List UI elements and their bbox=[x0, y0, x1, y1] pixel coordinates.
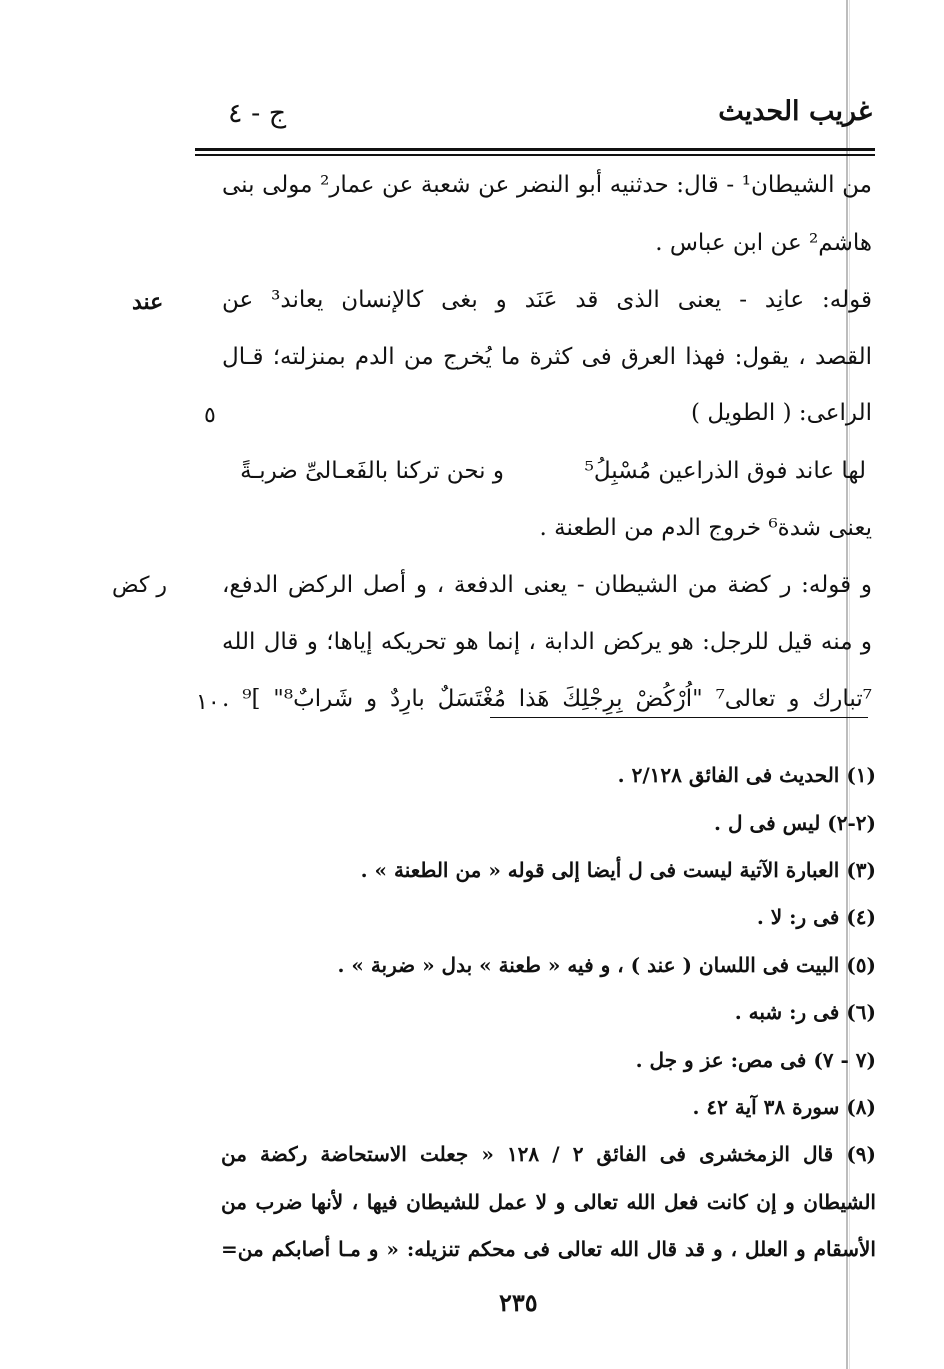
margin-line-number-5: ٥ bbox=[204, 403, 216, 428]
footnote-5: (٥) البيت فى اللسان ( عند ) ، و فيه « طعنة » بدل « ضربة » . bbox=[337, 953, 876, 977]
footnote-9-line-1: (٩) قال الزمخشرى فى الفائق ٢ / ١٢٨ « جعلت الاستحاضة ركضة من bbox=[221, 1142, 876, 1166]
running-header-title: غريب الحديث bbox=[718, 96, 872, 127]
running-header-volume: ج - ٤ bbox=[228, 98, 287, 129]
body-line-8: و منه قيل للرجل: هو يركض الدابة ، إنما هو تحريكه إياها؛ و قال الله bbox=[222, 629, 872, 655]
body-line-4: القصد ، يقول: فهذا العرق فى كثرة ما يُخرج من الدم بمنزلته؛ قـال bbox=[222, 344, 872, 370]
header-rule-thin bbox=[195, 154, 875, 156]
footnote-separator bbox=[490, 717, 868, 718]
page-number: ٢٣٥ bbox=[499, 1288, 538, 1317]
footnote-3: (٣) العبارة الآتية ليست فى ل أيضا إلى قوله « من الطعنة » . bbox=[360, 858, 876, 882]
footnote-7: (٧ - ٧) فى مص: عز و جل . bbox=[635, 1048, 876, 1072]
verse-hemistich-right: و نحن تركنا بالفَعـالىِّ ضربـةً bbox=[240, 458, 504, 484]
margin-line-number-10: ١٠ bbox=[196, 690, 220, 715]
margin-keyword-anad: عند bbox=[132, 289, 164, 315]
footnote-2: (٢-٢) ليس فى ل . bbox=[714, 811, 876, 835]
header-rule-thick bbox=[195, 148, 875, 151]
body-line-5: الراعى: ( الطويل ) bbox=[691, 400, 872, 426]
footnote-6: (٦) فى ر: شبه . bbox=[734, 1000, 876, 1024]
verse-hemistich-left: لها عاند فوق الذراعين مُسْبِلُ⁵ bbox=[584, 458, 866, 484]
body-line-3: قوله: عانِد - يعنى الذى قد عَنَد و بغى كالإنسان يعاند³ عن bbox=[222, 287, 872, 313]
body-line-9: ⁷تبارك و تعالى⁷ "اُرْكُضْ بِرِجْلِكَ هَذا مُغْتَسَلٌ بارِدٌ و شَرابٌ⁸" ]⁹ . bbox=[222, 686, 872, 712]
body-line-1: من الشيطان¹ - قال: حدثنيه أبو النضر عن شعبة عن عمار² مولى بنى bbox=[222, 172, 872, 198]
body-line-6: يعنى شدة⁶ خروج الدم من الطعنة . bbox=[539, 515, 872, 541]
body-line-7: و قوله: ر كضة من الشيطان - يعنى الدفعة ، و أصل الركض الدفع، bbox=[222, 572, 872, 598]
footnote-4: (٤) فى ر: لا . bbox=[756, 905, 876, 929]
footnote-8: (٨) سورة ٣٨ آية ٤٢ . bbox=[692, 1095, 876, 1119]
footnote-1: (١) الحديث فى الفائق ٢/١٢٨ . bbox=[617, 763, 876, 787]
footnote-9-line-3: الأسقام و العلل ، و قد قال الله تعالى فى محكم تنزيله: « و مـا أصابكم من= bbox=[221, 1237, 876, 1261]
body-line-2: هاشم² عن ابن عباس . bbox=[655, 230, 872, 256]
margin-keyword-rakd: ر كض bbox=[112, 573, 168, 598]
footnote-9-line-2: الشيطان و إن كانت فعل الله تعالى و لا عمل للشيطان فيها ، لأنها ضرب من bbox=[221, 1190, 876, 1214]
